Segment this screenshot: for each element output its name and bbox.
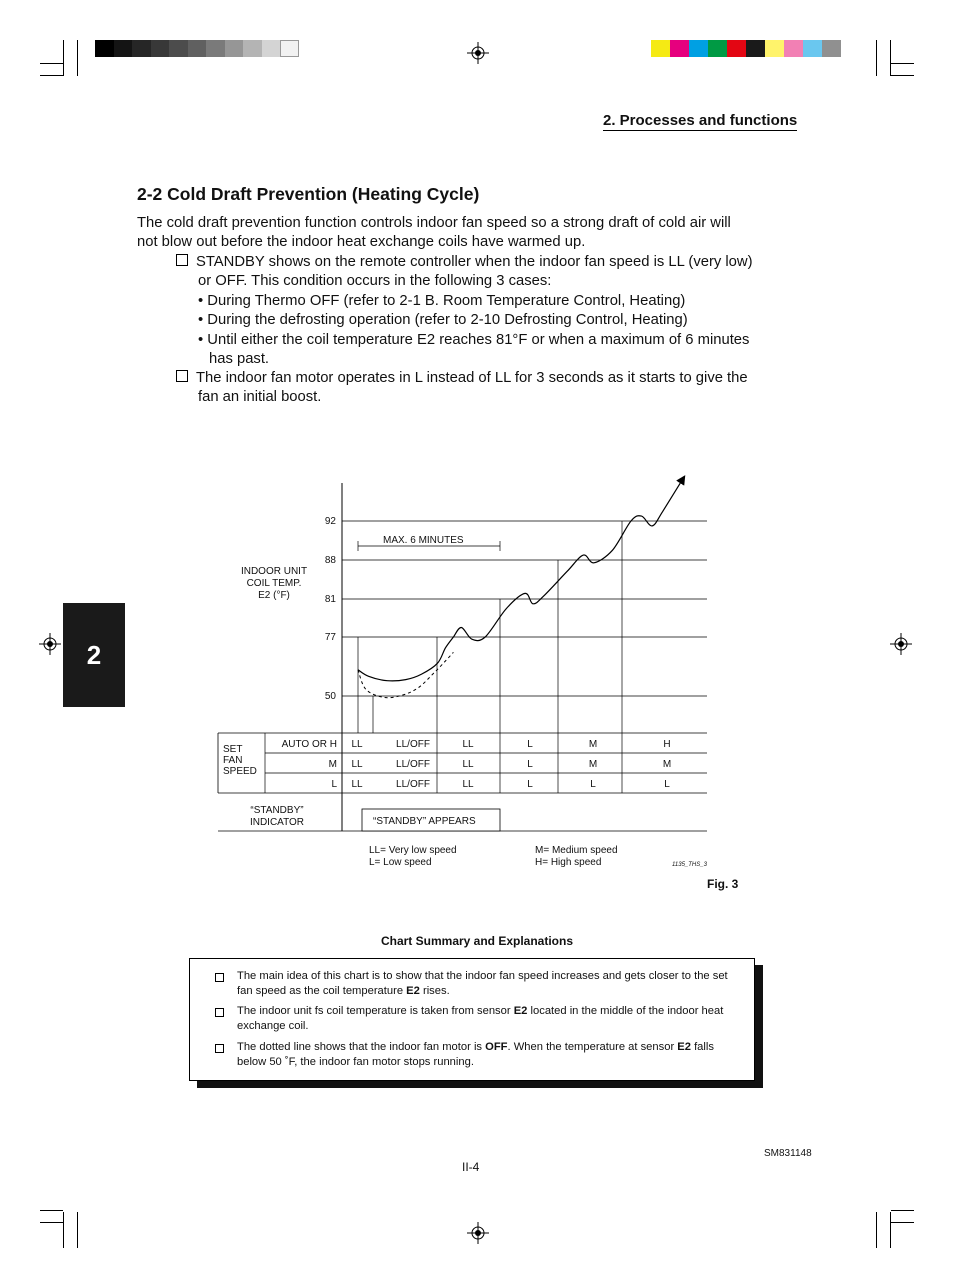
gray-swatch bbox=[280, 40, 299, 57]
fan-cell: LL/OFF bbox=[396, 779, 430, 790]
fan-cell: L bbox=[527, 779, 533, 790]
fan-cell: LL bbox=[462, 759, 474, 770]
y-axis-label: INDOOR UNIT bbox=[240, 566, 308, 577]
color-swatch bbox=[803, 40, 822, 57]
color-swatch bbox=[784, 40, 803, 57]
summary-box bbox=[189, 958, 755, 1081]
y-axis-label: E2 (°F) bbox=[258, 590, 290, 601]
fan-cell: M bbox=[588, 759, 598, 770]
y-tick-label: 77 bbox=[324, 632, 336, 643]
color-swatch bbox=[689, 40, 708, 57]
legend-entry: L= Low speed bbox=[369, 857, 432, 868]
fan-cell: M bbox=[662, 759, 672, 770]
gray-swatch bbox=[262, 40, 281, 57]
checkbox-bullet-icon bbox=[215, 1008, 224, 1017]
coil-temp-curve bbox=[358, 477, 684, 681]
fan-cell: LL bbox=[351, 759, 363, 770]
y-tick-label: 88 bbox=[324, 555, 336, 566]
page-number: II-4 bbox=[462, 1160, 480, 1174]
gray-swatch bbox=[151, 40, 170, 57]
item-1: STANDBY shows on the remote controller when the indoor fan speed is LL (very low) or OFF. This condition occurs in the following 3 cases: • During Thermo OFF (refer to 2-1 B. Room Temperature Control, Heating) • During the defrosting operation (refer to 2-10 Defrosting Control, Heating) • Until either the coil temperature E2 reaches 81°F or when a maximum of 6 minutes has past. bbox=[176, 253, 753, 369]
section-header: 2. Processes and functions bbox=[603, 112, 798, 129]
color-swatch bbox=[727, 40, 746, 57]
drawing-code: 1135_THS_3 bbox=[672, 862, 707, 868]
legend-entry: H= High speed bbox=[535, 857, 602, 868]
fan-cell: L bbox=[527, 739, 533, 750]
fan-cell: L bbox=[664, 779, 670, 790]
gray-swatch bbox=[243, 40, 262, 57]
fan-row-header: SPEED bbox=[223, 766, 257, 777]
fan-cell: LL/OFF bbox=[396, 739, 430, 750]
color-swatch bbox=[822, 40, 841, 57]
y-axis-label: COIL TEMP. bbox=[246, 578, 302, 589]
document-code: SM831148 bbox=[764, 1148, 812, 1159]
annotation-label: MAX. 6 MINUTES bbox=[383, 535, 464, 546]
standby-label: INDICATOR bbox=[249, 817, 305, 828]
color-swatch bbox=[765, 40, 784, 57]
checkbox-bullet-icon bbox=[215, 973, 224, 982]
fan-row-header: SET bbox=[223, 744, 243, 755]
chapter-tab: 2 bbox=[63, 603, 125, 707]
y-tick-label: 50 bbox=[324, 691, 336, 702]
figure-label: Fig. 3 bbox=[707, 877, 739, 891]
standby-text: “STANDBY” APPEARS bbox=[373, 816, 476, 827]
intro-paragraph: The cold draft prevention function controls indoor fan speed so a strong draft of cold air will not blow out before the indoor heat exchange coils have warmed up. bbox=[137, 215, 731, 251]
fan-cell: L bbox=[527, 759, 533, 770]
gray-swatch bbox=[206, 40, 225, 57]
gray-swatch bbox=[188, 40, 207, 57]
color-swatch bbox=[746, 40, 765, 57]
gray-swatch bbox=[114, 40, 133, 57]
item-2: The indoor fan motor operates in L instead of LL for 3 seconds as it starts to give the fan an initial boost. bbox=[176, 369, 748, 408]
fan-cell: H bbox=[663, 739, 671, 750]
gray-swatch bbox=[95, 40, 114, 57]
fan-row-label: L bbox=[331, 779, 337, 790]
checkbox-bullet-icon bbox=[215, 1044, 224, 1053]
color-swatch bbox=[651, 40, 670, 57]
summary-item: The dotted line shows that the indoor fan motor is OFF. When the temperature at sensor E2 falls below 50 ˚F, the indoor fan motor stops running. bbox=[237, 1040, 737, 1070]
gray-swatch bbox=[169, 40, 188, 57]
gray-swatch bbox=[225, 40, 244, 57]
fan-cell: LL bbox=[462, 739, 474, 750]
fan-cell: LL bbox=[462, 779, 474, 790]
registration-mark-bottom-icon bbox=[467, 1222, 489, 1244]
page-title: 2-2 Cold Draft Prevention (Heating Cycle) bbox=[137, 184, 480, 204]
checkbox-bullet-icon bbox=[176, 370, 188, 382]
fan-cell: LL bbox=[351, 779, 363, 790]
y-tick-label: 81 bbox=[324, 594, 336, 605]
fan-cell: M bbox=[588, 739, 598, 750]
y-tick-label: 92 bbox=[324, 516, 336, 527]
standby-label: “STANDBY” bbox=[250, 805, 304, 816]
color-swatch bbox=[708, 40, 727, 57]
legend-entry: LL= Very low speed bbox=[369, 845, 457, 856]
fan-cell: LL bbox=[351, 739, 363, 750]
summary-item: The indoor unit fs coil temperature is taken from sensor E2 located in the middle of the indoor heat exchange coil. bbox=[237, 1004, 737, 1034]
checkbox-bullet-icon bbox=[176, 254, 188, 266]
registration-mark-top-icon bbox=[467, 42, 489, 64]
fan-off-dotted-curve bbox=[358, 652, 453, 697]
color-swatch bbox=[670, 40, 689, 57]
fan-row-label: AUTO OR H bbox=[281, 739, 337, 750]
gray-swatch bbox=[132, 40, 151, 57]
summary-item: The main idea of this chart is to show that the indoor fan speed increases and gets closer to the set fan speed as the coil temperature E2 rises. bbox=[237, 969, 737, 999]
fan-cell: L bbox=[590, 779, 596, 790]
fan-row-header: FAN bbox=[223, 755, 243, 766]
fan-cell: LL/OFF bbox=[396, 759, 430, 770]
legend-entry: M= Medium speed bbox=[535, 845, 618, 856]
coil-temp-chart bbox=[0, 470, 954, 880]
fan-row-label: M bbox=[328, 759, 337, 770]
summary-title: Chart Summary and Explanations bbox=[380, 934, 574, 948]
